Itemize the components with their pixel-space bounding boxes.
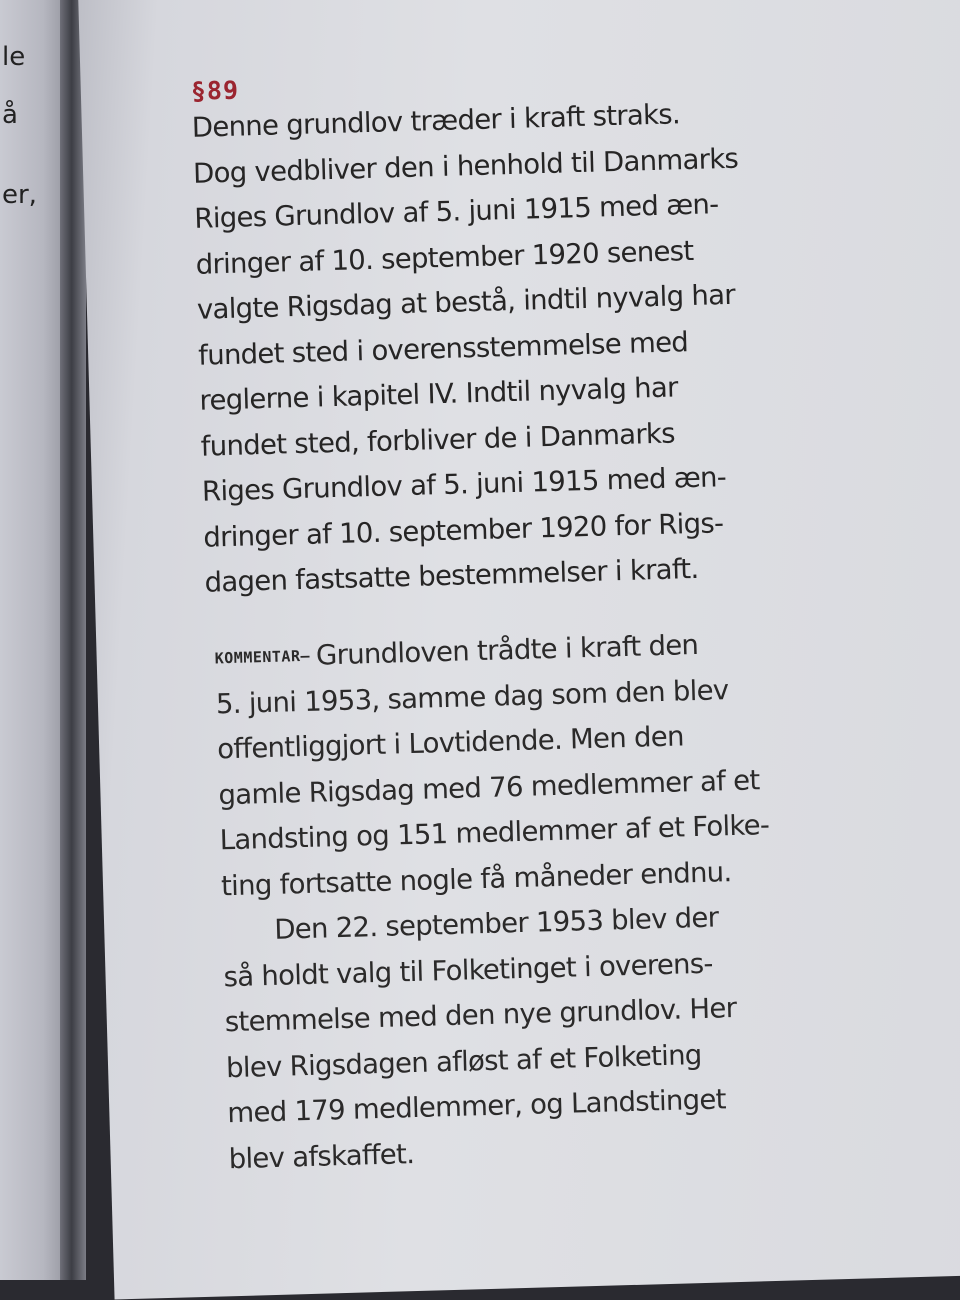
facing-page-fragment: le	[2, 42, 26, 72]
text-line: fundet sted i overensstemmelse med	[197, 325, 689, 372]
text-line: valgte Rigsdag at bestå, indtil nyvalg har	[196, 278, 736, 326]
text-line: Riges Grundlov af 5. juni 1915 med æn-	[201, 461, 727, 508]
text-line: dringer af 10. september 1920 for Rigs-	[202, 506, 724, 554]
text-line: med 179 medlemmer, og Landstinget	[226, 1083, 727, 1130]
text-line: dringer af 10. september 1920 senest	[195, 234, 694, 281]
commentary	[214, 619, 849, 1182]
section-89	[190, 60, 825, 607]
text-line: offentliggjort i Lovtidende. Men den	[216, 720, 685, 766]
text-line: ting fortsatte nogle få måneder endnu.	[220, 855, 732, 902]
text-line: stemmelse med den nye grundlov. Her	[224, 992, 737, 1039]
text-line: 5. juni 1953, samme dag som den blev	[215, 673, 729, 720]
text-line: Riges Grundlov af 5. juni 1915 med æn-	[193, 188, 719, 235]
text-line: blev afskaffet.	[228, 1137, 415, 1175]
facing-page-fragment: å	[2, 100, 18, 130]
commentary-label: KOMMENTAR–	[214, 646, 311, 668]
book-gutter	[60, 0, 86, 1280]
section-heading: §89	[190, 75, 240, 106]
facing-page-fragment: er,	[2, 180, 37, 210]
text-line: Denne grundlov træder i kraft straks.	[191, 98, 681, 144]
text-line: så holdt valg til Folketinget i overens-	[223, 947, 714, 993]
text-line: blev Rigsdagen afløst af et Folketing	[225, 1038, 702, 1084]
text-line: fundet sted, forbliver de i Danmarks	[200, 417, 676, 463]
text-line: Dog vedbliver den i henhold til Danmarks	[192, 142, 739, 190]
text-line: Landsting og 151 medlemmer af et Folke-	[219, 809, 770, 857]
book-page	[78, 0, 960, 1299]
text-line: dagen fastsatte bestemmelser i kraft.	[204, 552, 699, 599]
text-line: Grundloven trådte i kraft den	[315, 628, 699, 672]
text-line: gamle Rigsdag med 76 medlemmer af et	[218, 763, 760, 811]
text-line: reglerne i kapitel IV. Indtil nyvalg har	[199, 371, 679, 417]
text-line: Den 22. september 1953 blev der	[273, 901, 719, 946]
